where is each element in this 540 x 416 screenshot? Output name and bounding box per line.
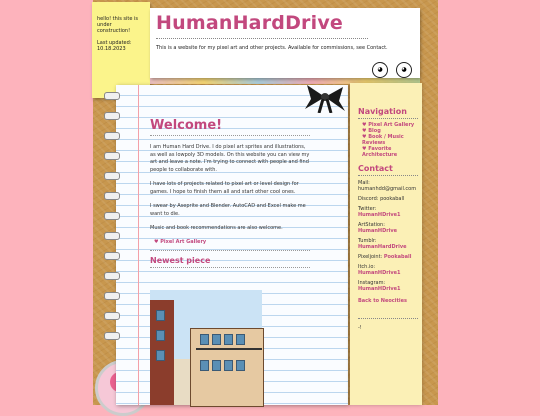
ring-icon	[104, 312, 120, 320]
navigation-heading: Navigation	[358, 107, 407, 116]
contact-heading: Contact	[358, 164, 393, 173]
ring-icon	[104, 332, 120, 340]
sidebar	[358, 107, 420, 331]
projects-paragraph: I have lots of projects related to pixel art or level design for games. I hope to finish them all and start other cool ones.	[150, 181, 299, 195]
pixeljoint-link[interactable]: Pookaball	[383, 254, 412, 260]
window	[200, 360, 209, 371]
window	[156, 310, 165, 321]
window	[212, 334, 221, 345]
balcony-rail	[196, 348, 262, 350]
window	[156, 330, 165, 341]
ring-icon	[104, 252, 120, 260]
window	[224, 360, 233, 371]
discord-value: pookaball	[380, 196, 405, 202]
ring-icon	[104, 132, 120, 140]
face-sticker-icon: ◕	[372, 62, 388, 78]
nav-item-pixel-art-gallery[interactable]: ♥ Pixel Art Gallery	[362, 122, 420, 128]
discord-label: Discord:	[358, 196, 379, 202]
discord-line	[358, 196, 420, 202]
sticky-note	[92, 2, 150, 98]
instagram-link[interactable]: HumanHDrive1	[358, 286, 401, 292]
main-content	[150, 118, 310, 268]
site-title: HumanHardDrive	[156, 12, 343, 34]
footer-mark: -!	[358, 325, 362, 331]
ring-icon	[104, 92, 120, 100]
welcome-heading: Welcome!	[150, 118, 223, 133]
window	[236, 360, 245, 371]
sidebar-divider	[358, 175, 418, 176]
window	[212, 360, 221, 371]
margin-line	[138, 85, 139, 405]
artstation-link[interactable]: HumanHDrive	[358, 228, 398, 234]
pixel-art-gallery-link[interactable]: ♥ Pixel Art Gallery	[154, 239, 310, 245]
tumblr-link[interactable]: HumanHardDrive	[358, 244, 407, 250]
window	[224, 334, 233, 345]
sidebar-divider	[358, 118, 418, 119]
site-tagline: This is a website for my pixel art and other projects. Available for commissions, see Contact.	[156, 45, 388, 51]
instagram-label: Instagram:	[358, 280, 386, 286]
header-card	[150, 8, 420, 78]
newest-piece-artwork[interactable]	[150, 290, 262, 405]
recommendations-paragraph: Music and book recommendations are also welcome.	[150, 225, 283, 231]
ring-icon	[104, 232, 120, 240]
bow-icon	[305, 83, 345, 113]
header-divider	[156, 38, 368, 39]
ring-icon	[104, 192, 120, 200]
ring-icon	[104, 272, 120, 280]
twitter-label: Twitter:	[358, 206, 377, 212]
pixeljoint-line	[358, 254, 420, 260]
window	[200, 334, 209, 345]
nav-item-reviews[interactable]: ♥ Book / Music Reviews	[362, 134, 420, 146]
ring-icon	[104, 212, 120, 220]
pixeljoint-label: Pixeljoint:	[358, 254, 383, 260]
tools-paragraph: I swear by Aseprite and Blender. AutoCAD and Excel make me want to die.	[150, 203, 306, 217]
last-updated-label: Last updated:	[97, 40, 132, 46]
ring-icon	[104, 152, 120, 160]
nav-item-architecture[interactable]: ♥ Favorite Architecture	[362, 146, 420, 158]
ring-icon	[104, 292, 120, 300]
mail-value: humanhdd@gmail.com	[358, 186, 417, 192]
twitter-link[interactable]: HumanHDrive1	[358, 212, 401, 218]
artstation-label: ArtStation:	[358, 222, 385, 228]
itch-link[interactable]: HumanHDrive1	[358, 270, 401, 276]
face-sticker-icon: ◕	[396, 62, 412, 78]
ring-icon	[104, 172, 120, 180]
window	[236, 334, 245, 345]
section-divider	[150, 250, 310, 251]
mail-label: Mail:	[358, 180, 370, 186]
tumblr-line	[358, 238, 420, 250]
last-updated-date: 10.18.2023	[97, 46, 126, 52]
newest-piece-heading: Newest piece	[150, 255, 211, 265]
window	[156, 350, 165, 361]
tumblr-label: Tumblr:	[358, 238, 377, 244]
heading-divider	[150, 135, 310, 136]
construction-notice: hello! this site is under construction!	[97, 16, 139, 34]
intro-paragraph: I am Human Hard Drive. I do pixel art sprites and illustrations, as well as lowpoly 3D models. On this website you can view my art and leave a note. I'm trying to connect with people and find people to collaborate with.	[150, 144, 310, 173]
itch-label: Itch.io:	[358, 264, 376, 270]
sidebar-divider	[358, 318, 418, 319]
nav-item-blog[interactable]: ♥ Blog	[362, 128, 420, 134]
ring-icon	[104, 112, 120, 120]
heading-divider	[150, 267, 310, 268]
back-to-neocities-link[interactable]: Back to Neocities	[358, 298, 407, 304]
